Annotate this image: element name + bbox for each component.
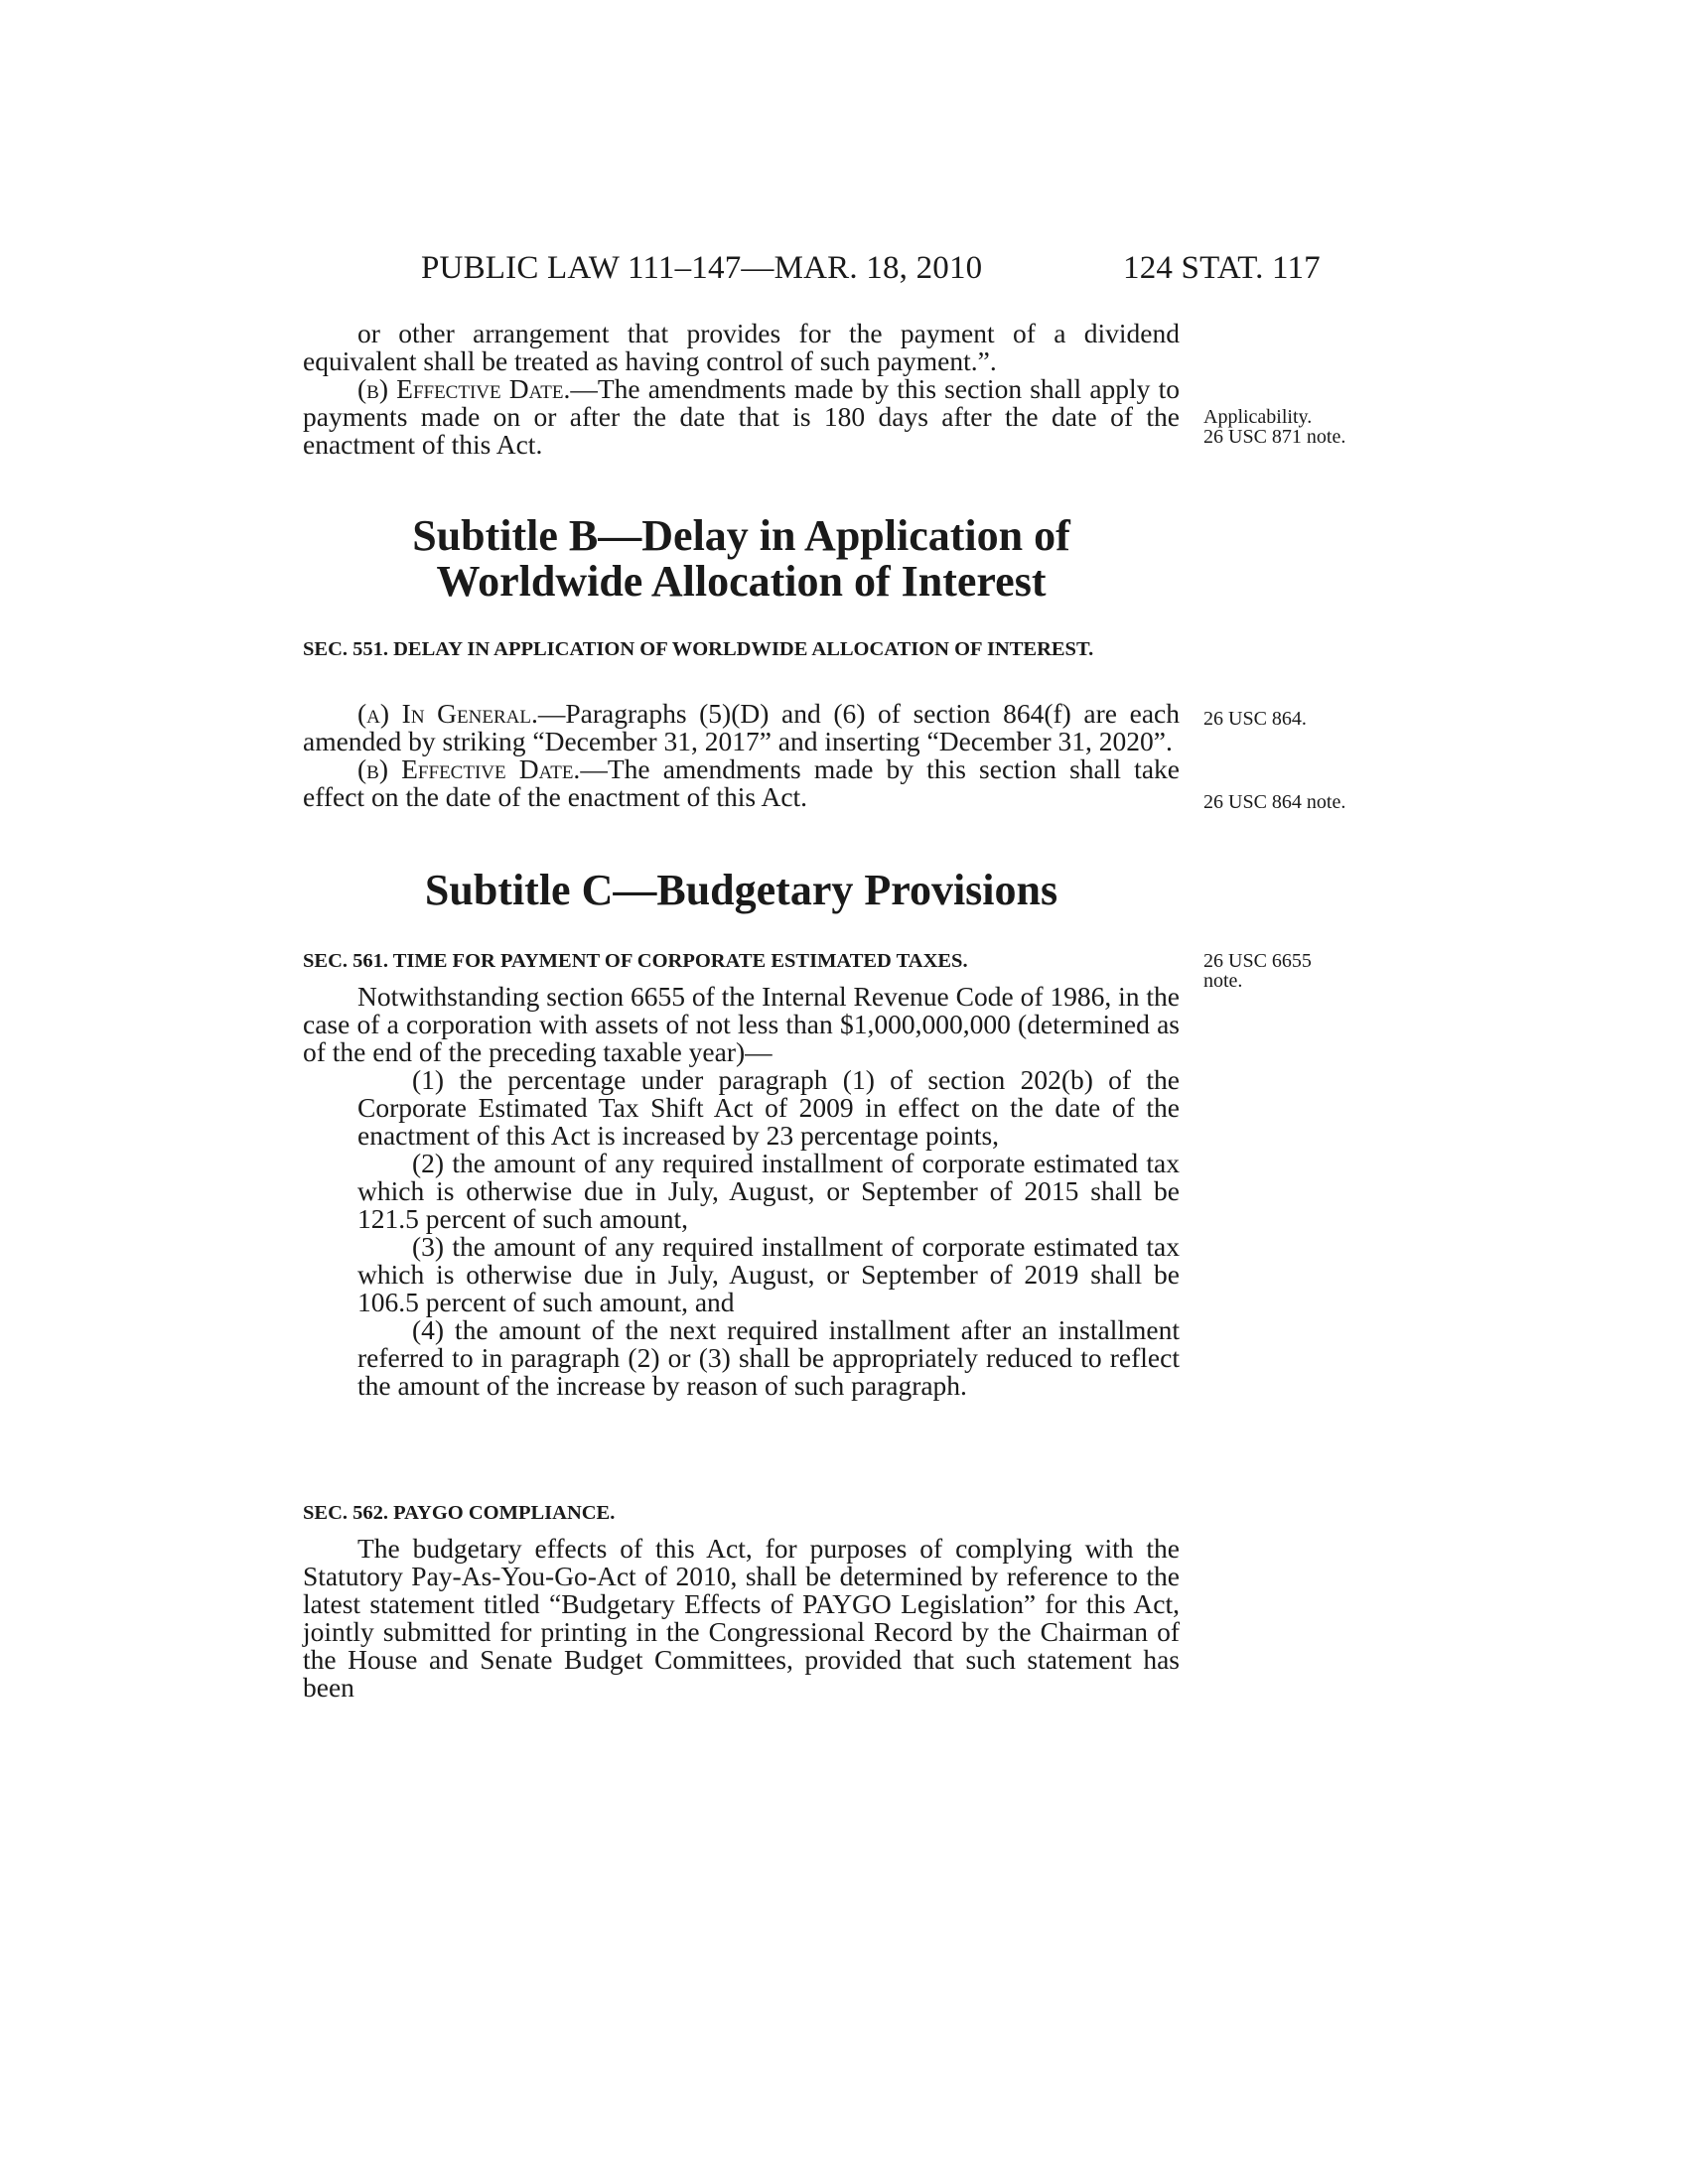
margin-note-usc-871: 26 USC 871 note. [1203,426,1346,448]
stat-page-number: 124 STAT. 117 [1123,250,1321,286]
subtitle-b-line2: Worldwide Allocation of Interest [436,557,1047,606]
sec-561-item-2: (2) the amount of any required installment of corporate estimated tax which is otherwise due in July, August, or September of 2015 shall be 121.5 percent of such amount, [357,1148,1180,1234]
effective-date-label: (b) Effective Date. [357,373,571,404]
continuation-block [303,320,1180,459]
effective-date-paragraph [303,375,1180,459]
continuation-paragraph: or other arrangement that provides for the payment of a dividend equivalent shall be treated as having control of such payment.”. [303,318,1180,376]
sec-551-b-label: (b) Effective Date. [357,753,581,784]
sec-551-a-text: —Paragraphs (5)(D) and (6) of section 864(f) are each amended by striking “December 31, 2017” and inserting “December 31, 2020”. [303,698,1180,756]
sec-551-heading: SEC. 551. DELAY IN APPLICATION OF WORLDWIDE ALLOCATION OF INTEREST. [303,638,1094,660]
margin-note-usc-6655-note: note. [1203,970,1243,992]
sec-551-b-text: —The amendments made by this section shall take effect on the date of the enactment of this Act. [303,753,1180,812]
subtitle-b-line1: Subtitle B—Delay in Application of [412,511,1070,560]
sec-551-a-label: (a) In General. [357,698,538,729]
sec-561-item-1: (1) the percentage under paragraph (1) of section 202(b) of the Corporate Estimated Tax Shift Act of 2009 in effect on the date of the enactment of this Act is increased by 23 percentage points, [357,1064,1180,1151]
margin-note-usc-864: 26 USC 864. [1203,708,1307,730]
margin-note-usc-6655: 26 USC 6655 [1203,950,1312,972]
sec-561-heading: SEC. 561. TIME FOR PAYMENT OF CORPORATE ESTIMATED TAXES. [303,950,968,972]
sec-561-intro: Notwithstanding section 6655 of the Internal Revenue Code of 1986, in the case of a corporation with assets of not less than $1,000,000,000 (determined as of the end of the preceding taxable year)— [303,981,1180,1067]
sec-562-paragraph: The budgetary effects of this Act, for purposes of complying with the Statutory Pay-As-You-Go-Act of 2010, shall be determined by reference to the latest statement titled “Budgetary Effects of PAYGO Legislation” for this Act, jointly submitted for printing in the Congressional Record by the Chairman of the House and Senate Budget Committees, provided that such statement has been [303,1533,1180,1703]
sec-562-heading: SEC. 562. PAYGO COMPLIANCE. [303,1502,616,1524]
margin-note-applicability: Applicability. [1203,406,1313,428]
sec-551-subsection-b [303,755,1180,811]
running-header-title: PUBLIC LAW 111–147—MAR. 18, 2010 [421,250,983,286]
sec-561-item-4: (4) the amount of the next required installment after an installment referred to in paragraph (2) or (3) shall be appropriately reduced to reflect the amount of the increase by reason of such paragraph. [357,1314,1180,1401]
sec-561-body [303,983,1180,1400]
subtitle-c-heading: Subtitle C—Budgetary Provisions [424,866,1058,914]
effective-date-text: —The amendments made by this section shall apply to payments made on or after the date that is 180 days after the date of the enactment of this Act. [303,373,1180,460]
sec-551-body [303,700,1180,811]
margin-note-usc-864-note: 26 USC 864 note. [1203,791,1346,813]
sec-551-subsection-a [303,700,1180,755]
subtitle-b-heading [303,513,1180,605]
sec-561-item-3: (3) the amount of any required installment of corporate estimated tax which is otherwise due in July, August, or September of 2019 shall be 106.5 percent of such amount, and [357,1231,1180,1317]
sec-562-body [303,1535,1180,1702]
